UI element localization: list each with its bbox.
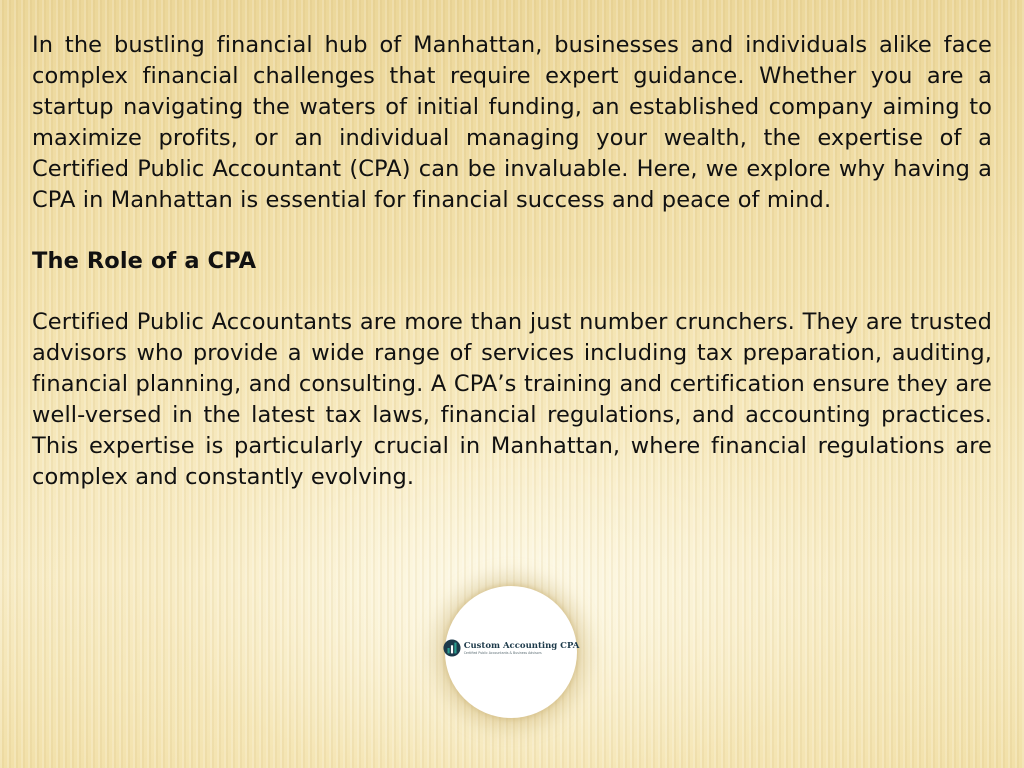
logo-lockup <box>443 639 580 657</box>
logo-tagline: Certified Public Accountants & Business Advisors <box>463 650 542 655</box>
company-logo <box>445 586 580 718</box>
slide-content <box>32 30 992 523</box>
logo-text <box>464 641 580 656</box>
logo-name: Custom Accounting CPA <box>463 640 580 651</box>
section-heading: The Role of a CPA <box>32 248 257 274</box>
bar-chart-logo-icon <box>443 639 461 657</box>
intro-paragraph: In the bustling financial hub of Manhattan, businesses and individuals alike face complex financial challenges that require expert guidance. Whether you are a startup navigating the waters of initial funding, an established company aiming to maximize profits, or an individual managing your wealth, the expertise of a Certified Public Accountant (CPA) can be invaluable. Here, we explore why having a CPA in Manhattan is essential for financial success and peace of mind. <box>32 32 992 213</box>
section-paragraph: Certified Public Accountants are more than just number crunchers. They are trusted advisors who provide a wide range of services including tax preparation, auditing, financial planning, and consulting. A CPA’s training and certification ensure they are well-versed in the latest tax laws, financial regulations, and accounting practices. This expertise is particularly crucial in Manhattan, where financial regulations are complex and constantly evolving. <box>32 309 992 490</box>
